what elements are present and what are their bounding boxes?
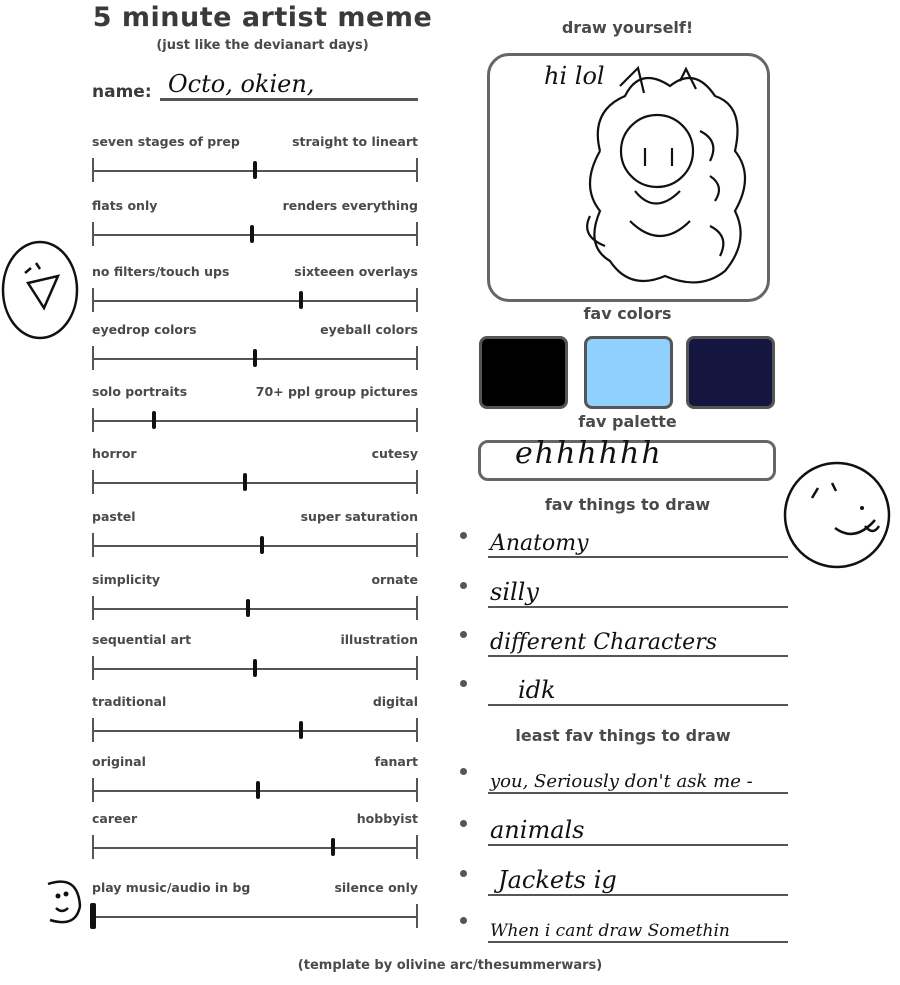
color-swatch — [584, 336, 673, 409]
least-fav-things-heading: least fav things to draw — [515, 726, 731, 745]
slider-left-label: traditional — [92, 694, 167, 709]
slider-marker[interactable] — [299, 721, 303, 739]
slider-left-label: play music/audio in bg — [92, 880, 251, 895]
draw-yourself-heading: draw yourself! — [561, 18, 694, 37]
slider-right-label: illustration — [340, 632, 418, 647]
slider-marker[interactable] — [256, 781, 260, 799]
slider-track — [92, 420, 418, 422]
slider-right-label: eyeball colors — [320, 322, 418, 337]
slider-end-left — [92, 778, 94, 802]
slider-track — [92, 790, 418, 792]
slider-end-left — [92, 346, 94, 370]
slider-left-label: no filters/touch ups — [92, 264, 230, 279]
fav-thing-item — [458, 666, 788, 706]
slider-right-label: hobbyist — [356, 811, 418, 826]
drawing-scribble-text: hi lol — [544, 62, 605, 90]
slider-end-right — [416, 718, 418, 742]
fav-colors-heading: fav colors — [583, 304, 672, 323]
slider-left-label: career — [92, 811, 138, 826]
slider-marker[interactable] — [299, 291, 303, 309]
slider-medium[interactable] — [92, 694, 418, 742]
bullet-icon — [460, 582, 467, 589]
slider-track — [92, 300, 418, 302]
slider-end-left — [92, 656, 94, 680]
slider-art-form[interactable] — [92, 632, 418, 680]
slider-left-label: horror — [92, 446, 137, 461]
slider-end-left — [92, 596, 94, 620]
slider-track — [92, 545, 418, 547]
slider-marker[interactable] — [250, 225, 254, 243]
answer-underline — [488, 941, 788, 943]
slider-left-label: flats only — [92, 198, 158, 213]
answer-underline — [488, 894, 788, 896]
slider-end-right — [416, 470, 418, 494]
fav-palette-value: ehhhhhh — [515, 436, 663, 471]
small-smiley-doodle-icon — [40, 876, 86, 926]
least-fav-thing-item — [458, 903, 788, 943]
slider-track — [92, 847, 418, 849]
answer-underline — [488, 792, 788, 794]
slider-end-left — [92, 222, 94, 246]
slider-right-label: renders everything — [282, 198, 418, 213]
fav-thing-item — [458, 568, 788, 608]
slider-marker[interactable] — [243, 473, 247, 491]
slider-originality[interactable] — [92, 754, 418, 802]
fav-thing-text: idk — [518, 676, 556, 704]
fav-thing-text: different Characters — [490, 630, 718, 655]
bullet-icon — [460, 870, 467, 877]
color-swatch — [686, 336, 775, 409]
slider-end-right — [416, 408, 418, 432]
fav-thing-text: silly — [490, 578, 539, 606]
slider-right-label: digital — [372, 694, 418, 709]
name-underline — [160, 98, 418, 101]
slider-end-right — [416, 835, 418, 859]
slider-track — [92, 482, 418, 484]
slider-saturation[interactable] — [92, 509, 418, 557]
slider-marker[interactable] — [246, 599, 250, 617]
slider-track — [92, 916, 418, 918]
slider-end-left — [92, 158, 94, 182]
slider-end-right — [416, 346, 418, 370]
slider-right-label: ornate — [371, 572, 418, 587]
slider-left-label: simplicity — [92, 572, 161, 587]
fav-thing-text: Anatomy — [490, 531, 589, 556]
fav-thing-item — [458, 518, 788, 558]
slider-prep[interactable] — [92, 134, 418, 182]
least-fav-thing-item — [458, 754, 788, 794]
bullet-icon — [460, 532, 467, 539]
slider-end-right — [416, 288, 418, 312]
slider-filters[interactable] — [92, 264, 418, 312]
slider-end-right — [416, 533, 418, 557]
answer-underline — [488, 844, 788, 846]
smiley-doodle-icon — [0, 238, 82, 342]
bullet-icon — [460, 820, 467, 827]
slider-right-label: silence only — [334, 880, 418, 895]
slider-marker[interactable] — [253, 349, 257, 367]
slider-marker[interactable] — [152, 411, 156, 429]
slider-group-size[interactable] — [92, 384, 418, 432]
slider-track — [92, 608, 418, 610]
least-fav-thing-text: Jackets ig — [498, 866, 617, 894]
answer-underline — [488, 556, 788, 558]
slider-end-right — [416, 158, 418, 182]
slider-right-label: fanart — [374, 754, 418, 769]
slider-end-left — [92, 408, 94, 432]
slider-end-right — [416, 904, 418, 928]
bullet-icon — [460, 631, 467, 638]
slider-left-label: seven stages of prep — [92, 134, 240, 149]
page-title: 5 minute artist meme — [92, 2, 433, 33]
slider-marker[interactable] — [260, 536, 264, 554]
slider-end-left — [92, 718, 94, 742]
self-portrait-frame — [487, 53, 770, 302]
name-value: Octo, okien, — [168, 70, 315, 98]
slider-end-right — [416, 596, 418, 620]
color-swatch — [479, 336, 568, 409]
slider-left-label: sequential art — [92, 632, 192, 647]
bullet-icon — [460, 680, 467, 687]
slider-left-label: original — [92, 754, 146, 769]
fav-palette-heading: fav palette — [578, 412, 677, 431]
slider-end-right — [416, 778, 418, 802]
slider-career[interactable] — [92, 811, 418, 859]
answer-underline — [488, 606, 788, 608]
slider-left-label: solo portraits — [92, 384, 188, 399]
slider-end-right — [416, 656, 418, 680]
slider-track — [92, 234, 418, 236]
slider-left-label: eyedrop colors — [92, 322, 197, 337]
page-subtitle: (just like the devianart days) — [156, 38, 369, 53]
slider-right-label: sixteeen overlays — [294, 264, 418, 279]
slider-marker[interactable] — [331, 838, 335, 856]
slider-end-left — [92, 835, 94, 859]
answer-underline — [488, 704, 788, 706]
self-portrait-sketch — [560, 56, 760, 291]
slider-left-label: pastel — [92, 509, 136, 524]
fav-thing-item — [458, 617, 788, 657]
tongue-smiley-doodle-icon — [780, 458, 895, 573]
slider-end-right — [416, 222, 418, 246]
name-label: name: — [92, 82, 152, 102]
least-fav-thing-item — [458, 806, 788, 846]
slider-end-left — [92, 288, 94, 312]
bullet-icon — [460, 768, 467, 775]
slider-marker[interactable] — [90, 903, 96, 929]
slider-complexity[interactable] — [92, 572, 418, 620]
slider-right-label: straight to lineart — [292, 134, 418, 149]
least-fav-thing-text: animals — [490, 816, 585, 844]
template-credit: (template by olivine arc/thesummerwars) — [297, 958, 603, 973]
fav-things-heading: fav things to draw — [544, 495, 711, 514]
slider-end-left — [92, 470, 94, 494]
slider-audio[interactable] — [92, 880, 418, 928]
slider-right-label: 70+ ppl group pictures — [255, 384, 418, 399]
answer-underline — [488, 655, 788, 657]
slider-colors[interactable] — [92, 322, 418, 370]
least-fav-thing-text: When i cant draw Somethin — [490, 921, 730, 941]
slider-tone[interactable] — [92, 446, 418, 494]
bullet-icon — [460, 917, 467, 924]
slider-right-label: cutesy — [371, 446, 418, 461]
slider-rendering[interactable] — [92, 198, 418, 246]
slider-right-label: super saturation — [300, 509, 418, 524]
slider-marker[interactable] — [253, 161, 257, 179]
slider-track — [92, 730, 418, 732]
least-fav-thing-text: you, Seriously don't ask me - — [490, 771, 753, 792]
least-fav-thing-item — [458, 856, 788, 896]
slider-marker[interactable] — [253, 659, 257, 677]
slider-end-left — [92, 533, 94, 557]
